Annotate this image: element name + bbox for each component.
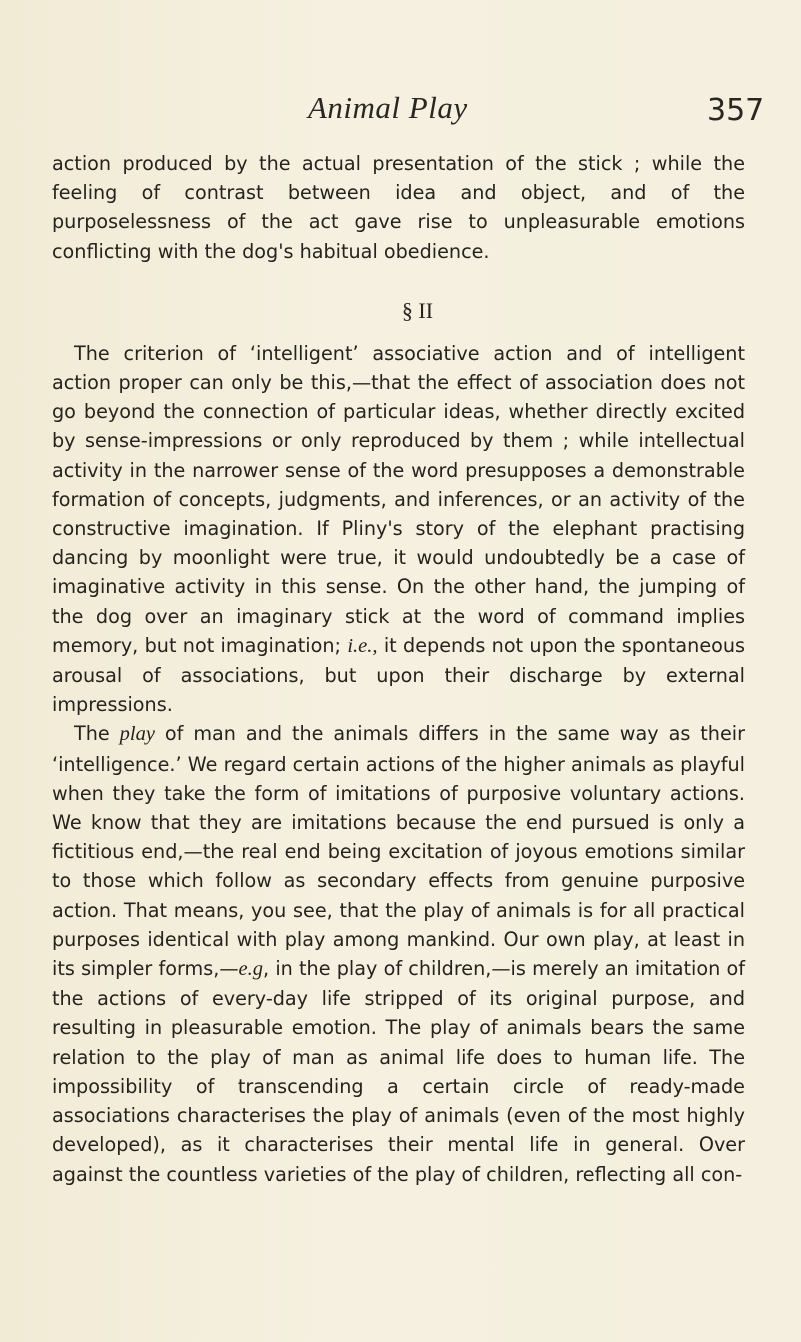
paragraph-play: [52, 719, 745, 1188]
paragraph-play-text-a: The: [74, 722, 110, 746]
paragraph-criterion-text-a: The criterion of ‘intelligent’ associative action and of intelligent action proper can only be this,—that the effect of association does not go beyond the connection of particular ideas, whether directly excited by sense-impressions or only reproduced by them ; while intellectual activity in the narrower sense of the word presupposes a demonstrable formation of concepts, judgments, and inferences, or an activity of the constructive imagination. If Pliny's story of the elephant practising dancing by moonlight were true, it would undoubtedly be a case of imaginative activity in this sense. On the other hand, the jumping of the dog over an imaginary stick at the word of command implies memory, but not imagination;: [52, 341, 745, 657]
paragraph-play-text-b: of man and the animals differs in the same way as their ‘intelligence.’ We regard certain actions of the higher animals as playful when they take the form of imitations of purposive voluntary actions. We know that they are imitations because the end pursued is only a fictitious end,—the real end being excitation of joyous emotions similar to those which follow as secondary effects from genuine purposive action. That means, you see, that the play of animals is for all practical purposes identical with play among mankind. Our own play, at least in its simpler forms,—: [52, 722, 745, 981]
paragraph-continuation: action produced by the actual presentation of the stick ; while the feeling of contrast between idea and object, and of the purposelessness of the act gave rise to unpleasurable emotions conflicting with the dog's habitual obedience.: [52, 152, 745, 263]
body-text: [52, 149, 745, 1189]
section-heading: § II: [401, 297, 434, 323]
italic-play: play: [119, 723, 155, 746]
paragraph-criterion: [52, 339, 745, 720]
paragraph-criterion-text-b: it depends not upon the spontaneous arousal of associations, but upon their discharge by external impressions.: [52, 633, 746, 717]
running-head: [0, 70, 801, 130]
page-number: 357: [707, 93, 765, 128]
italic-ie: i.e.,: [347, 634, 378, 657]
paragraph-play-text-c: , in the play of children,—is merely an imitation of the actions of every-day life stripped of its original purpose, and resulting in pleasurable emotion. The play of animals bears the same relation to the play of man as animal life does to human life. The impossibility of transcending a certain circle of ready-made associations characterises the play of animals (even of the most highly developed), as it characterises their mental life in general. Over against the countless varieties of the play of children, reflecting all con-: [52, 957, 745, 1186]
italic-eg: e.g: [238, 958, 264, 981]
running-head-title: Animal Play: [308, 90, 468, 125]
